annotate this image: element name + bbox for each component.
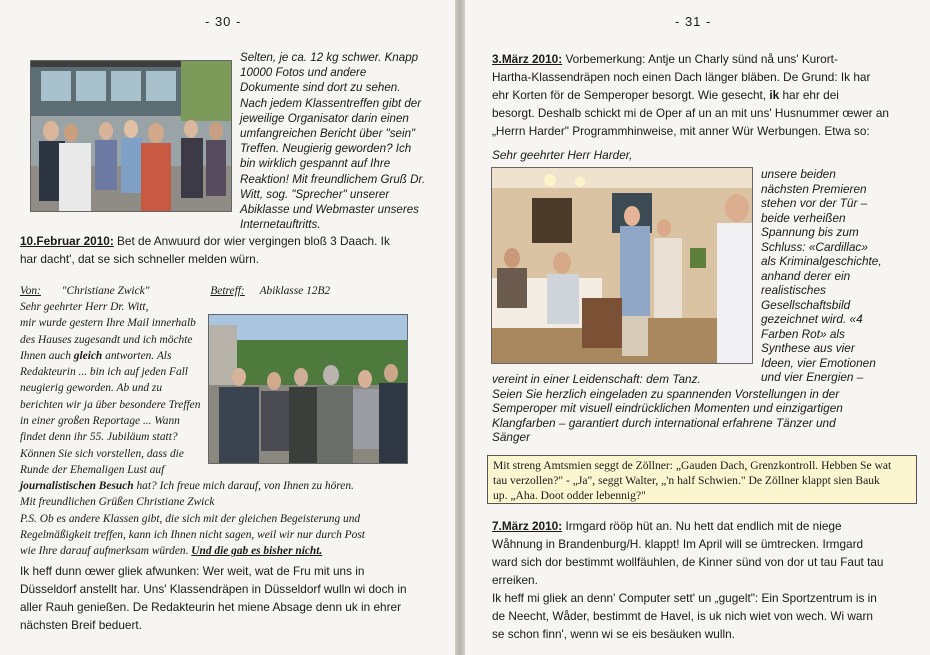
caption-line: Internetauftritts. xyxy=(240,218,321,232)
caption-line: umfangreichen Bericht über "sein" xyxy=(240,127,416,141)
entry-text: besorgt. Deshalb schickt mi de Oper af un an mit uns' Husnummer œwer an xyxy=(492,106,889,120)
letter-line: nächsten Premieren xyxy=(761,181,867,196)
letter-line: anhand derer ein xyxy=(761,268,851,283)
letter-line: Sänger xyxy=(492,430,531,444)
von-label: Von: xyxy=(20,285,41,297)
entry-date: 10.Februar 2010: xyxy=(20,234,114,248)
letter-line: Gesellschaftsbild xyxy=(761,297,851,312)
joke-box xyxy=(487,455,917,504)
right-page xyxy=(465,0,930,655)
restaurant-photo xyxy=(491,167,753,364)
feb-entry xyxy=(20,232,440,268)
entry-date: 3.März 2010: xyxy=(492,52,563,66)
book-gutter xyxy=(455,0,465,655)
letter-full-text xyxy=(492,372,924,445)
email-line: Sehr geehrter Herr Dr. Witt, xyxy=(20,301,149,313)
email-greeting: Mit freundlichen Grüßen Christiane Zwick xyxy=(20,496,215,509)
letter-line: als Kriminalgeschichte, xyxy=(761,254,882,268)
caption-line: Treffen. Neugierig geworden? Ich xyxy=(240,142,412,156)
letter-salutation: Sehr geehrter Herr Harder, xyxy=(492,148,633,162)
closing-line: Ik heff dunn œwer gliek afwunken: Wer weit, wat de Fru mit uns in xyxy=(20,564,365,578)
entry-text: Bet de Anwuurd dor wier vergingen bloß 3 Daach. Ik xyxy=(113,234,390,248)
closing-line: nächsten Breif beduert. xyxy=(20,618,142,632)
entry-date: 7.März 2010: xyxy=(492,519,563,533)
caption-line: jeweilige Organisator darin einen xyxy=(240,111,409,125)
letter-line: beide verheißen xyxy=(761,210,846,225)
entry-text: „Herrn Harder" Programmhinweise, mit anner Wür Werbungen. Etwa so: xyxy=(492,124,870,138)
closing-line: aller Rauh genießen. De Redakteurin het miene Absage denn uk in ehrer xyxy=(20,600,402,614)
letter-line: Synthese aus vier xyxy=(761,341,855,355)
email-line: neugierig geworden. Ab und zu xyxy=(20,382,163,395)
email-line: in einer großen Reportage ... Wann xyxy=(20,415,180,428)
email-line: Ihnen auch gleich antworten. Als xyxy=(20,349,172,362)
letter-line: vereint in einer Leidenschaft: dem Tanz. xyxy=(492,372,701,386)
entry-text: Hartha-Klassendräpen noch einen Dach länger bläben. De Grund: Ik har xyxy=(492,70,871,84)
letter-line: und vier Energien – xyxy=(761,370,864,384)
letter-line: realistisches xyxy=(761,283,826,297)
letter-line: Spannung bis zum xyxy=(761,225,859,239)
joke-line: up. „Aha. Doot odder lebennig?" xyxy=(493,489,646,502)
closing-line: Düsseldorf anstellt har. Uns' Klassendräpen in Düsseldorf wulln wi doch in xyxy=(20,582,407,596)
closing-paragraph xyxy=(20,562,445,634)
email-ps: P.S. Ob es andere Klassen gibt, die sich mit der gleichen Begeisterung und xyxy=(20,512,361,525)
entry-text: se schon finn', wenn wi se eis besäuken wulln. xyxy=(492,627,735,641)
entry-text: ehr Korten för de Semperoper besorgt. Wie gesecht, ik har ehr dei xyxy=(492,88,839,102)
joke-line: tau verzollen?" - „Ja", seggt Walter, „'n half Schwien." De Zöllner klappt sien Bauk xyxy=(493,474,880,487)
email-line: mir wurde gestern Ihre Mail innerhalb xyxy=(20,317,196,330)
letter-line: gezeichnet wird. «4 xyxy=(761,312,863,326)
email-body xyxy=(20,299,208,478)
page-number: - 30 - xyxy=(205,14,242,29)
email-line: Runde der Ehemaligen Lust auf xyxy=(20,463,165,476)
letter-line: unsere beiden xyxy=(761,167,836,181)
letter-line: Seien Sie herzlich eingeladen zu spannenden Vorstellungen in der xyxy=(492,386,840,401)
group-photo-outdoor xyxy=(208,314,408,464)
entry-text: har dacht', dat se sich schneller melden würn. xyxy=(20,252,259,266)
letter-line: stehen vor der Tür – xyxy=(761,196,868,210)
betreff-value: Abiklasse 12B2 xyxy=(259,285,331,297)
letter-line: Schluss: «Cardillac» xyxy=(761,239,868,254)
caption-line: Dokumente sind dort zu sehen. xyxy=(240,81,401,95)
email-line: journalistischen Besuch hat? Ich freue mich darauf, von Ihnen zu hören. xyxy=(20,480,354,492)
letter-line: Klangfarben – garantiert durch international erfahrene Tänzer und xyxy=(492,415,836,430)
betreff-label: Betreff: xyxy=(210,285,245,297)
email-line: berichten wir ja über besondere Treffen xyxy=(20,398,201,411)
entry-text: de Neecht, Wåder, bestimmt de Havel, is uk nich wiet von wech. Wi warn xyxy=(492,609,873,623)
entry-text: ward sich dor bestimmt wollfäuhlen, de Kinner sünd von dor ut tau Faut tau xyxy=(492,555,884,569)
entry-text: erreiken. xyxy=(492,573,538,587)
caption-line: 10000 Fotos und andere xyxy=(240,66,367,80)
mar3-entry xyxy=(492,50,924,140)
caption-line: Nach jedem Klassentreffen gibt der xyxy=(240,96,422,110)
bold-word: gleich xyxy=(73,349,103,362)
page-number: - 31 - xyxy=(675,14,712,29)
caption-line: Selten, je ca. 12 kg schwer. Knapp xyxy=(240,51,419,64)
email-line: des Hauses zugesandt und ich möchte xyxy=(20,333,193,346)
entry-text: Wåhnung in Brandenburg/H. klappt! Im April will se ümtrecken. Irmgard xyxy=(492,537,864,551)
letter-side-text xyxy=(761,167,926,385)
entry-text: Vorbemerkung: Antje un Charly sünd nå uns' Kurort- xyxy=(562,52,838,66)
top-caption xyxy=(240,50,445,232)
letter-line: Farben Rot» als xyxy=(761,326,845,341)
caption-line: bin wirklich gespannt auf Ihre xyxy=(240,157,391,171)
email-header xyxy=(20,283,430,299)
joke-line: Mit streng Amtsmien seggt de Zöllner: „Gauden Dach, Grenzkontroll. Hebben Se wat xyxy=(493,459,892,472)
von-value: "Christiane Zwick" xyxy=(61,285,150,297)
letter-line: Semperoper mit visuell eindrücklichen Momenten und einzigartigen xyxy=(492,401,843,415)
email-ps: wie Ihre darauf aufmerksam würden. Und die gab es bisher nicht. xyxy=(20,545,323,558)
email-ps: Regelmäßigkeit treffen, kann ich Ihnen nicht sagen, weil wir nur durch Post xyxy=(20,528,365,541)
entry-text: Ik heff mi gliek an denn' Computer sett' un „gugelt": Ein Sportzentrum is in xyxy=(492,591,877,605)
letter-line: Ideen, vier Emotionen xyxy=(761,355,876,370)
left-page xyxy=(0,0,455,655)
mar7-entry xyxy=(492,517,924,643)
email-closing xyxy=(20,478,440,559)
entry-text: Irmgard rööp hüt an. Nu hett dat endlich mit de niege xyxy=(562,519,842,533)
caption-line: Witt, sog. "Sprecher" unserer xyxy=(240,187,390,201)
email-line: findet denn ihr 55. Jubiläum statt? xyxy=(20,431,178,444)
email-line: Können Sie sich vorstellen, dass die xyxy=(20,447,184,460)
caption-line: Reaktion! Mit freundlichem Gruß Dr. xyxy=(240,172,426,186)
email-line: Redakteurin ... bin ich auf jeden Fall xyxy=(20,366,188,379)
caption-line: Abiklasse und Webmaster unseres xyxy=(240,203,419,217)
group-photo-building xyxy=(30,60,232,212)
